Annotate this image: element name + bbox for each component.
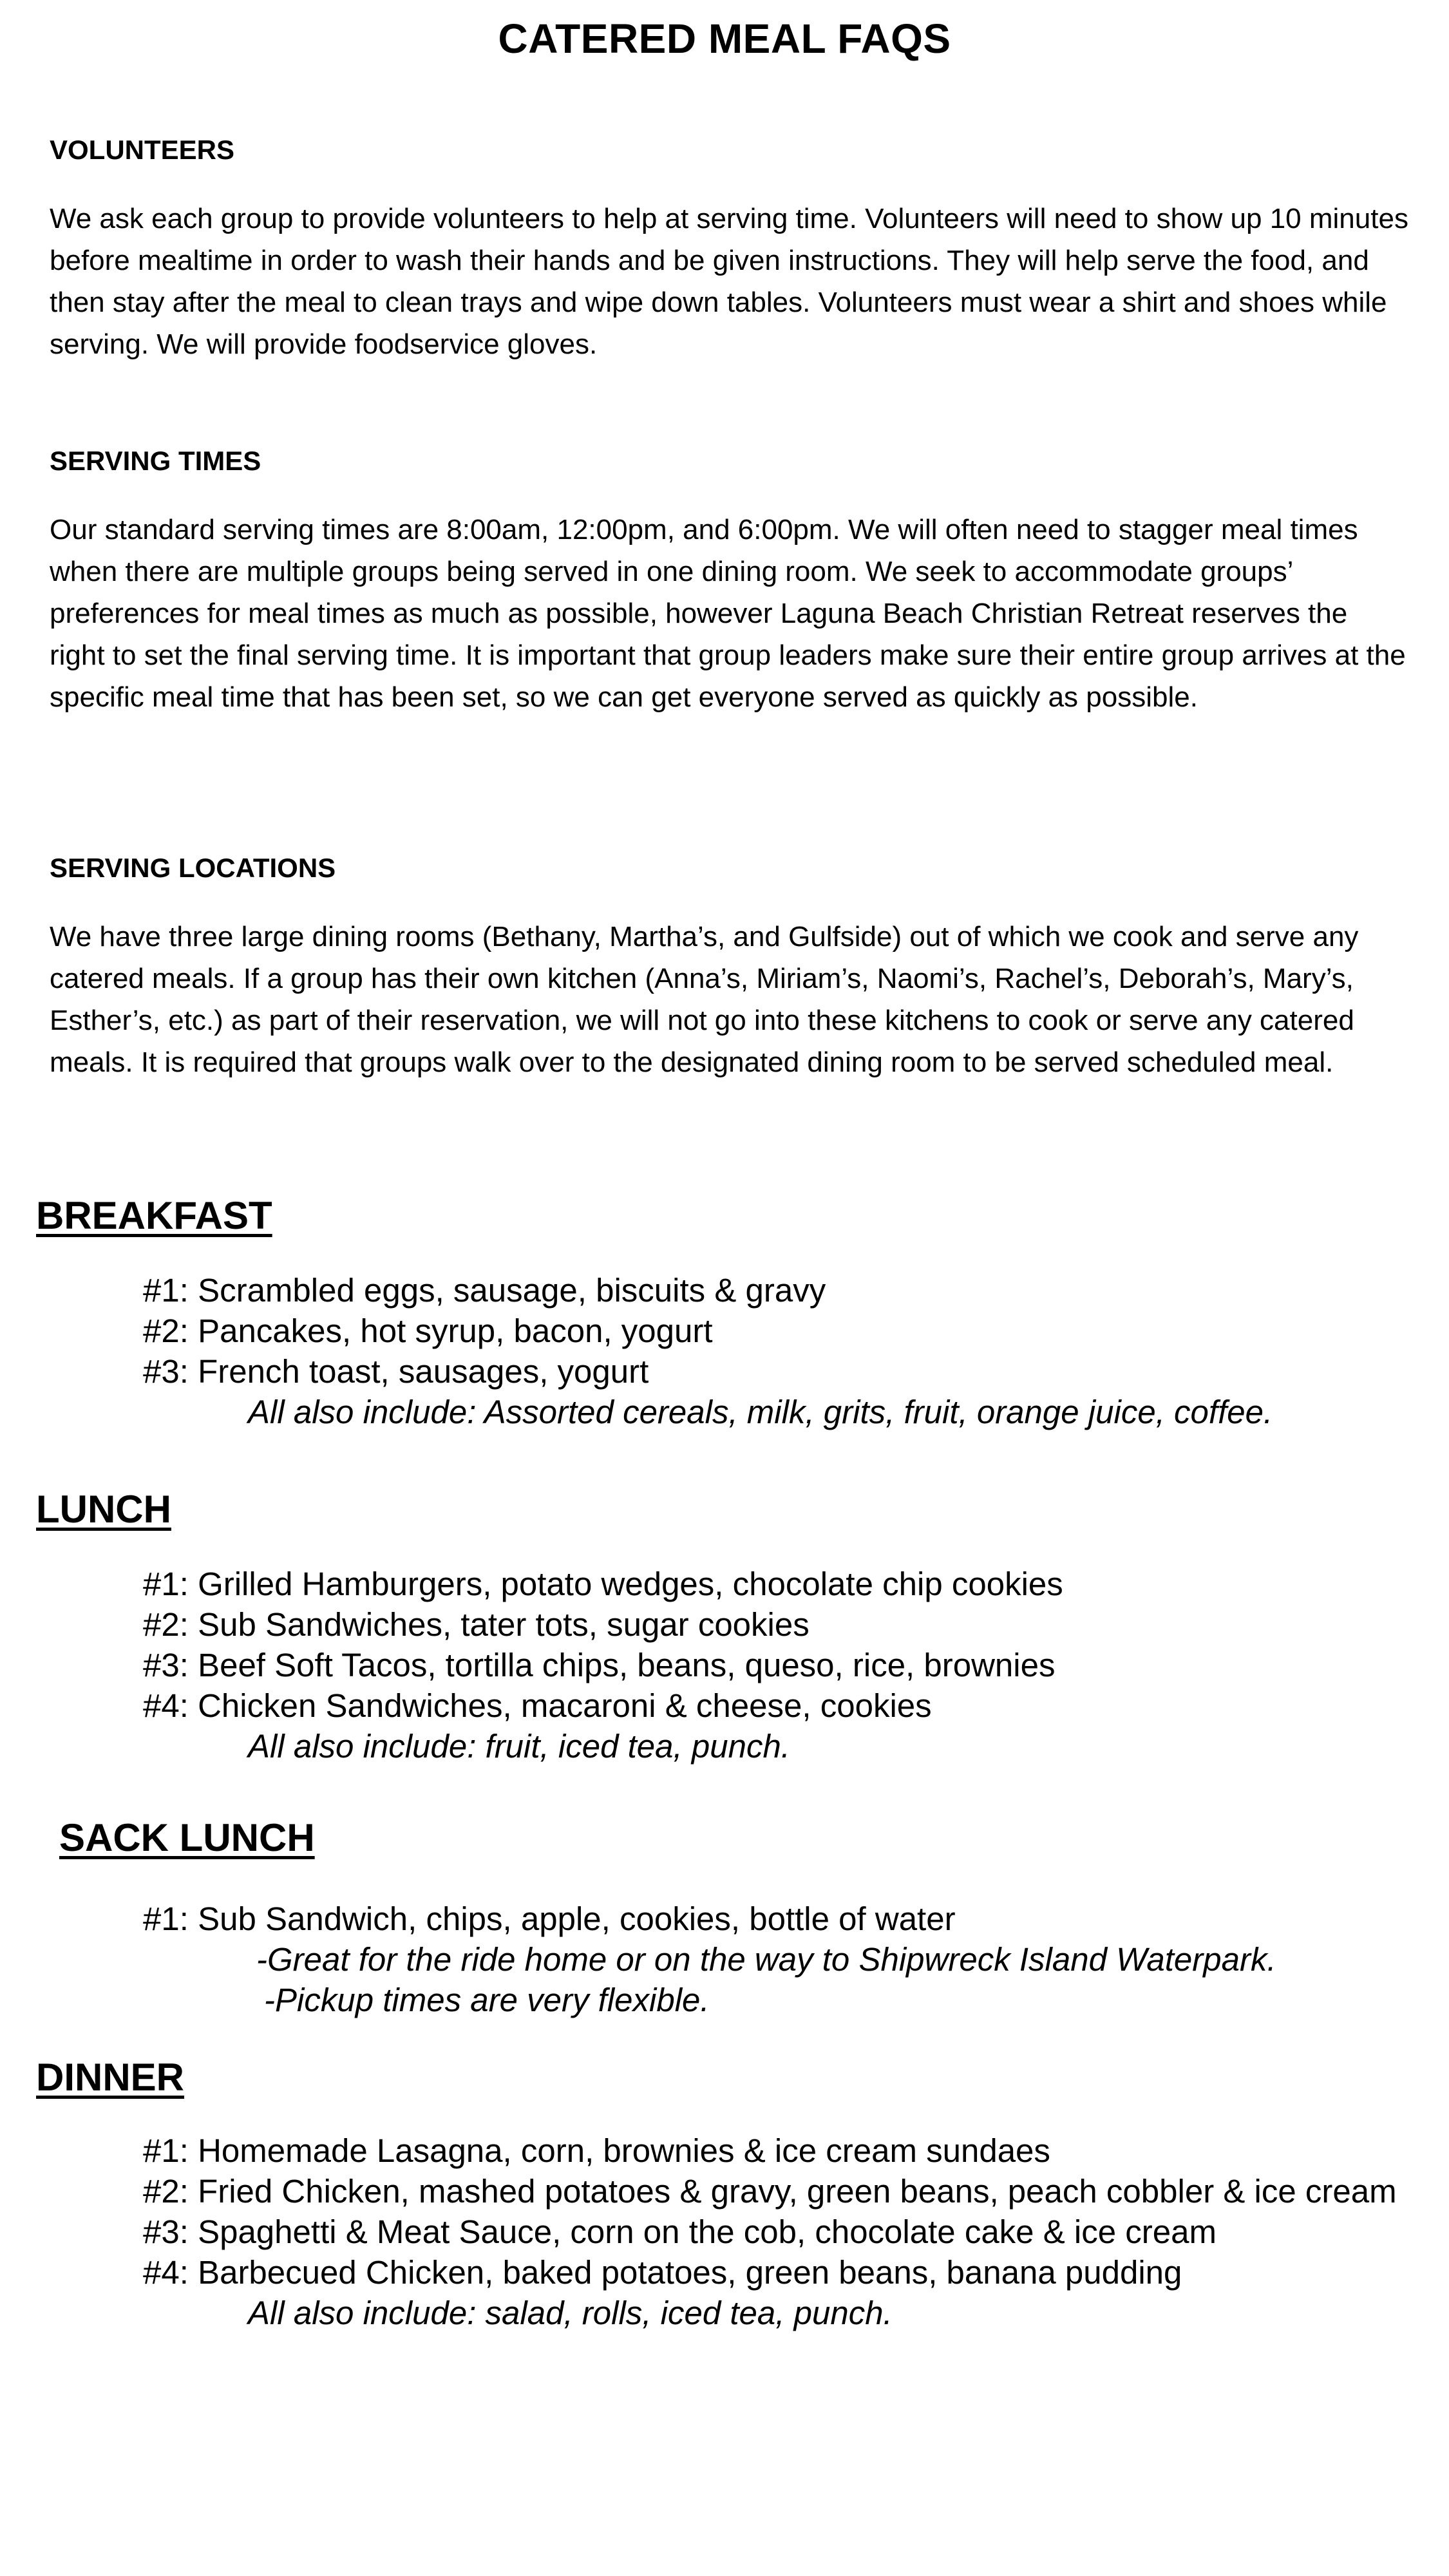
menu-heading-dinner: DINNER xyxy=(36,2056,185,2099)
menu-item: #3: French toast, sausages, yogurt xyxy=(143,1353,649,1390)
menu-list-dinner xyxy=(143,2130,1444,2333)
faq-heading-serving-locations: SERVING LOCATIONS xyxy=(50,853,336,883)
menu-item: #4: Chicken Sandwiches, macaroni & cheese, cookies xyxy=(143,1687,932,1724)
menu-item: #1: Homemade Lasagna, corn, brownies & ice cream sundaes xyxy=(143,2132,1050,2169)
menu-note: All also include: fruit, iced tea, punch. xyxy=(248,1728,790,1765)
menu-note: -Pickup times are very flexible. xyxy=(264,1982,710,2018)
menu-item: #1: Sub Sandwich, chips, apple, cookies, bottle of water xyxy=(143,1900,956,1937)
faq-body-serving-times: Our standard serving times are 8:00am, 12:00pm, and 6:00pm. We will often need to stagger meal times when there are multiple groups being served in one dining room. We seek to accommodate groups’ preferences for meal times as much as possible, however Laguna Beach Christian Retreat reserves the right to set the final serving time. It is important that group leaders make sure their entire group arrives at the specific meal time that has been set, so we can get everyone served as quickly as possible. xyxy=(50,514,1406,713)
faq-heading-serving-times: SERVING TIMES xyxy=(50,446,261,476)
menu-list-breakfast xyxy=(143,1270,1444,1432)
menu-item: #3: Spaghetti & Meat Sauce, corn on the cob, chocolate cake & ice cream xyxy=(143,2213,1217,2250)
menu-note: All also include: salad, rolls, iced tea, punch. xyxy=(248,2295,893,2331)
menu-heading-lunch: LUNCH xyxy=(36,1488,171,1531)
menu-note: -Great for the ride home or on the way to Shipwreck Island Waterpark. xyxy=(256,1941,1276,1978)
menu-list-sack-lunch xyxy=(143,1899,1444,2020)
menu-heading-sack-lunch: SACK LUNCH xyxy=(59,1816,315,1859)
menu-item: #4: Barbecued Chicken, baked potatoes, green beans, banana pudding xyxy=(143,2254,1182,2291)
menu-item: #3: Beef Soft Tacos, tortilla chips, beans, queso, rice, brownies xyxy=(143,1647,1056,1683)
faq-body-volunteers: We ask each group to provide volunteers to help at serving time. Volunteers will need to show up 10 minutes before mealtime in order to wash their hands and be given instructions. They will help serve the food, and then stay after the meal to clean trays and wipe down tables. Volunteers must wear a shirt and shoes while serving. We will provide foodservice gloves. xyxy=(50,203,1408,360)
menu-item: #2: Fried Chicken, mashed potatoes & gravy, green beans, peach cobbler & ice cream xyxy=(143,2173,1397,2210)
menu-item: #2: Sub Sandwiches, tater tots, sugar cookies xyxy=(143,1606,810,1643)
menu-item: #2: Pancakes, hot syrup, bacon, yogurt xyxy=(143,1312,713,1349)
menu-note: All also include: Assorted cereals, milk, grits, fruit, orange juice, coffee. xyxy=(248,1394,1273,1430)
page-title: CATERED MEAL FAQS xyxy=(498,15,951,62)
menu-item: #1: Grilled Hamburgers, potato wedges, chocolate chip cookies xyxy=(143,1566,1063,1602)
faq-body-serving-locations: We have three large dining rooms (Bethany, Martha’s, and Gulfside) out of which we cook and serve any catered meals. If a group has their own kitchen (Anna’s, Miriam’s, Naomi’s, Rachel’s, Deborah’s, Mary’s, Esther’s, etc.) as part of their reservation, we will not go into these kitchens to cook or serve any catered meals. It is required that groups walk over to the designated dining room to be served scheduled meal. xyxy=(50,921,1359,1078)
menu-list-lunch xyxy=(143,1564,1444,1766)
menu-heading-breakfast: BREAKFAST xyxy=(36,1194,272,1237)
menu-item: #1: Scrambled eggs, sausage, biscuits & gravy xyxy=(143,1272,826,1309)
faq-heading-volunteers: VOLUNTEERS xyxy=(50,135,235,165)
